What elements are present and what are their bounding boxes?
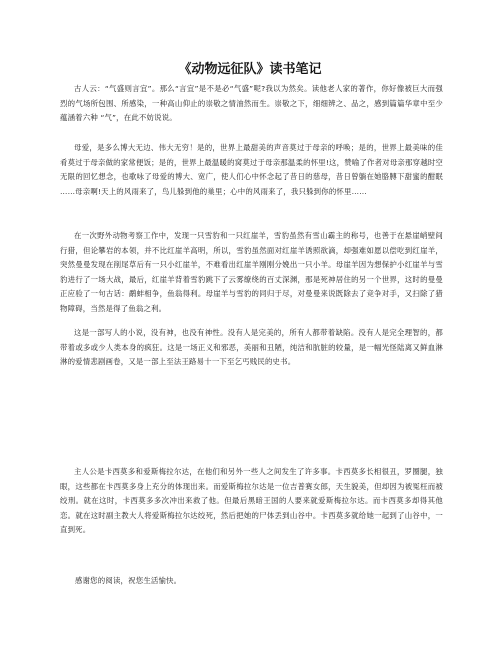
paragraph-2: 母爱，是多么博大无边、伟大无穷！是的，世界上最甜美的声音莫过于母亲的呼唤；是的，世界上最美味的佳肴莫过于母亲做的家常便饭；是的，世界上最温暖的窝莫过于母亲那温柔的怀里!这，赞喻了作者对母亲那穿越时空无限的回忆想念，也歌咏了母爱的博大、宽广，使人们心中怀念起了昔日的慈母，昔日曾躺在她胳膊下甜蜜的酣眠 ……母亲啊!天上的风雨来了，鸟儿躲到他的巢里；心中的风雨来了，我只躲到你的怀里……	[60, 143, 443, 196]
paragraph-5: 主人公是卡西莫多和爱斯梅拉尔达，在他们和另外一些人之间发生了许多事。卡西莫多长相很丑，罗圈腿，独眼，这些都在卡西莫多身上充分的体现出来。而爱斯梅拉尔达是一位吉普赛女郎，天生貌美，但却因为被冤枉而被绞刑。就在这时，卡西莫多多次冲出来救了他。但最后黑暗王国的人要来就爱斯梅拉尔达。而卡西莫多却得其他恋。就在这时副主教大人将爱斯梅拉尔达绞死，然后把她的尸体丢到山谷中。卡西莫多就给她一起到了山谷中，一直到死。	[60, 467, 443, 535]
paragraph-4: 这是一部写人的小说，没有神，也没有神性。没有人是完美的，所有人都带着缺陷。没有人是完全理智的，都带着或多或少人类本身的疯狂。这是一场正义和邪恶，美丽和丑陋，纯洁和肮脏的较量，是一幅光怪陆离又鲜血淋淋的爱情悲剧画卷，又是一部上至法王路易十一下至乞丐贱民的史书。	[60, 328, 443, 367]
paragraph-1: 古人云：“气盛则言宜”。那么“言宜”是不是必“气盛”呢?我以为然矣。读他老人家的著作，你好像被巨大而强烈的气场所包围、所感染，一种高山仰止的崇敬之情油然而生。崇敬之下，细细辨之、品之，感到篇篇华章中至少蕴涵着六种 “气”，在此不妨说说。	[60, 84, 443, 123]
paragraph-3: 在一次野外动物考察工作中，发现一只雪豹和一只红崖羊，雪豹虽然有雪山霸主的称号，也善于在悬崖峭壁间行猎，但论攀岩的本领，并不比红崖羊高明，所以，雪豹虽然面对红崖羊诱照欲滴，却强难如愿以偿吃到红崖羊，突然曼曼发现在削尾草后有一只小红崖羊，不难看出红崖羊刚刚分娩出一只小羊。母崖羊因为想保护小红崖羊与雪豹进行了一场大战，最后，红崖羊背着雪豹跳下了云雾缭绕的百丈深渊，那是死神居住的另一个世界，这时的曼曼正应验了一句古话：鹬蚌相争，鱼翁得利。母崖羊与雪豹的同归于尽，对曼曼来说既除去了竞争对手，又扫除了猎物障碍，当然是得了鱼翁之利。	[60, 231, 443, 313]
document-title: 《动物远征队》读书笔记	[178, 62, 322, 77]
closing-line: 感谢您的阅读，祝您生活愉快。	[75, 576, 182, 585]
